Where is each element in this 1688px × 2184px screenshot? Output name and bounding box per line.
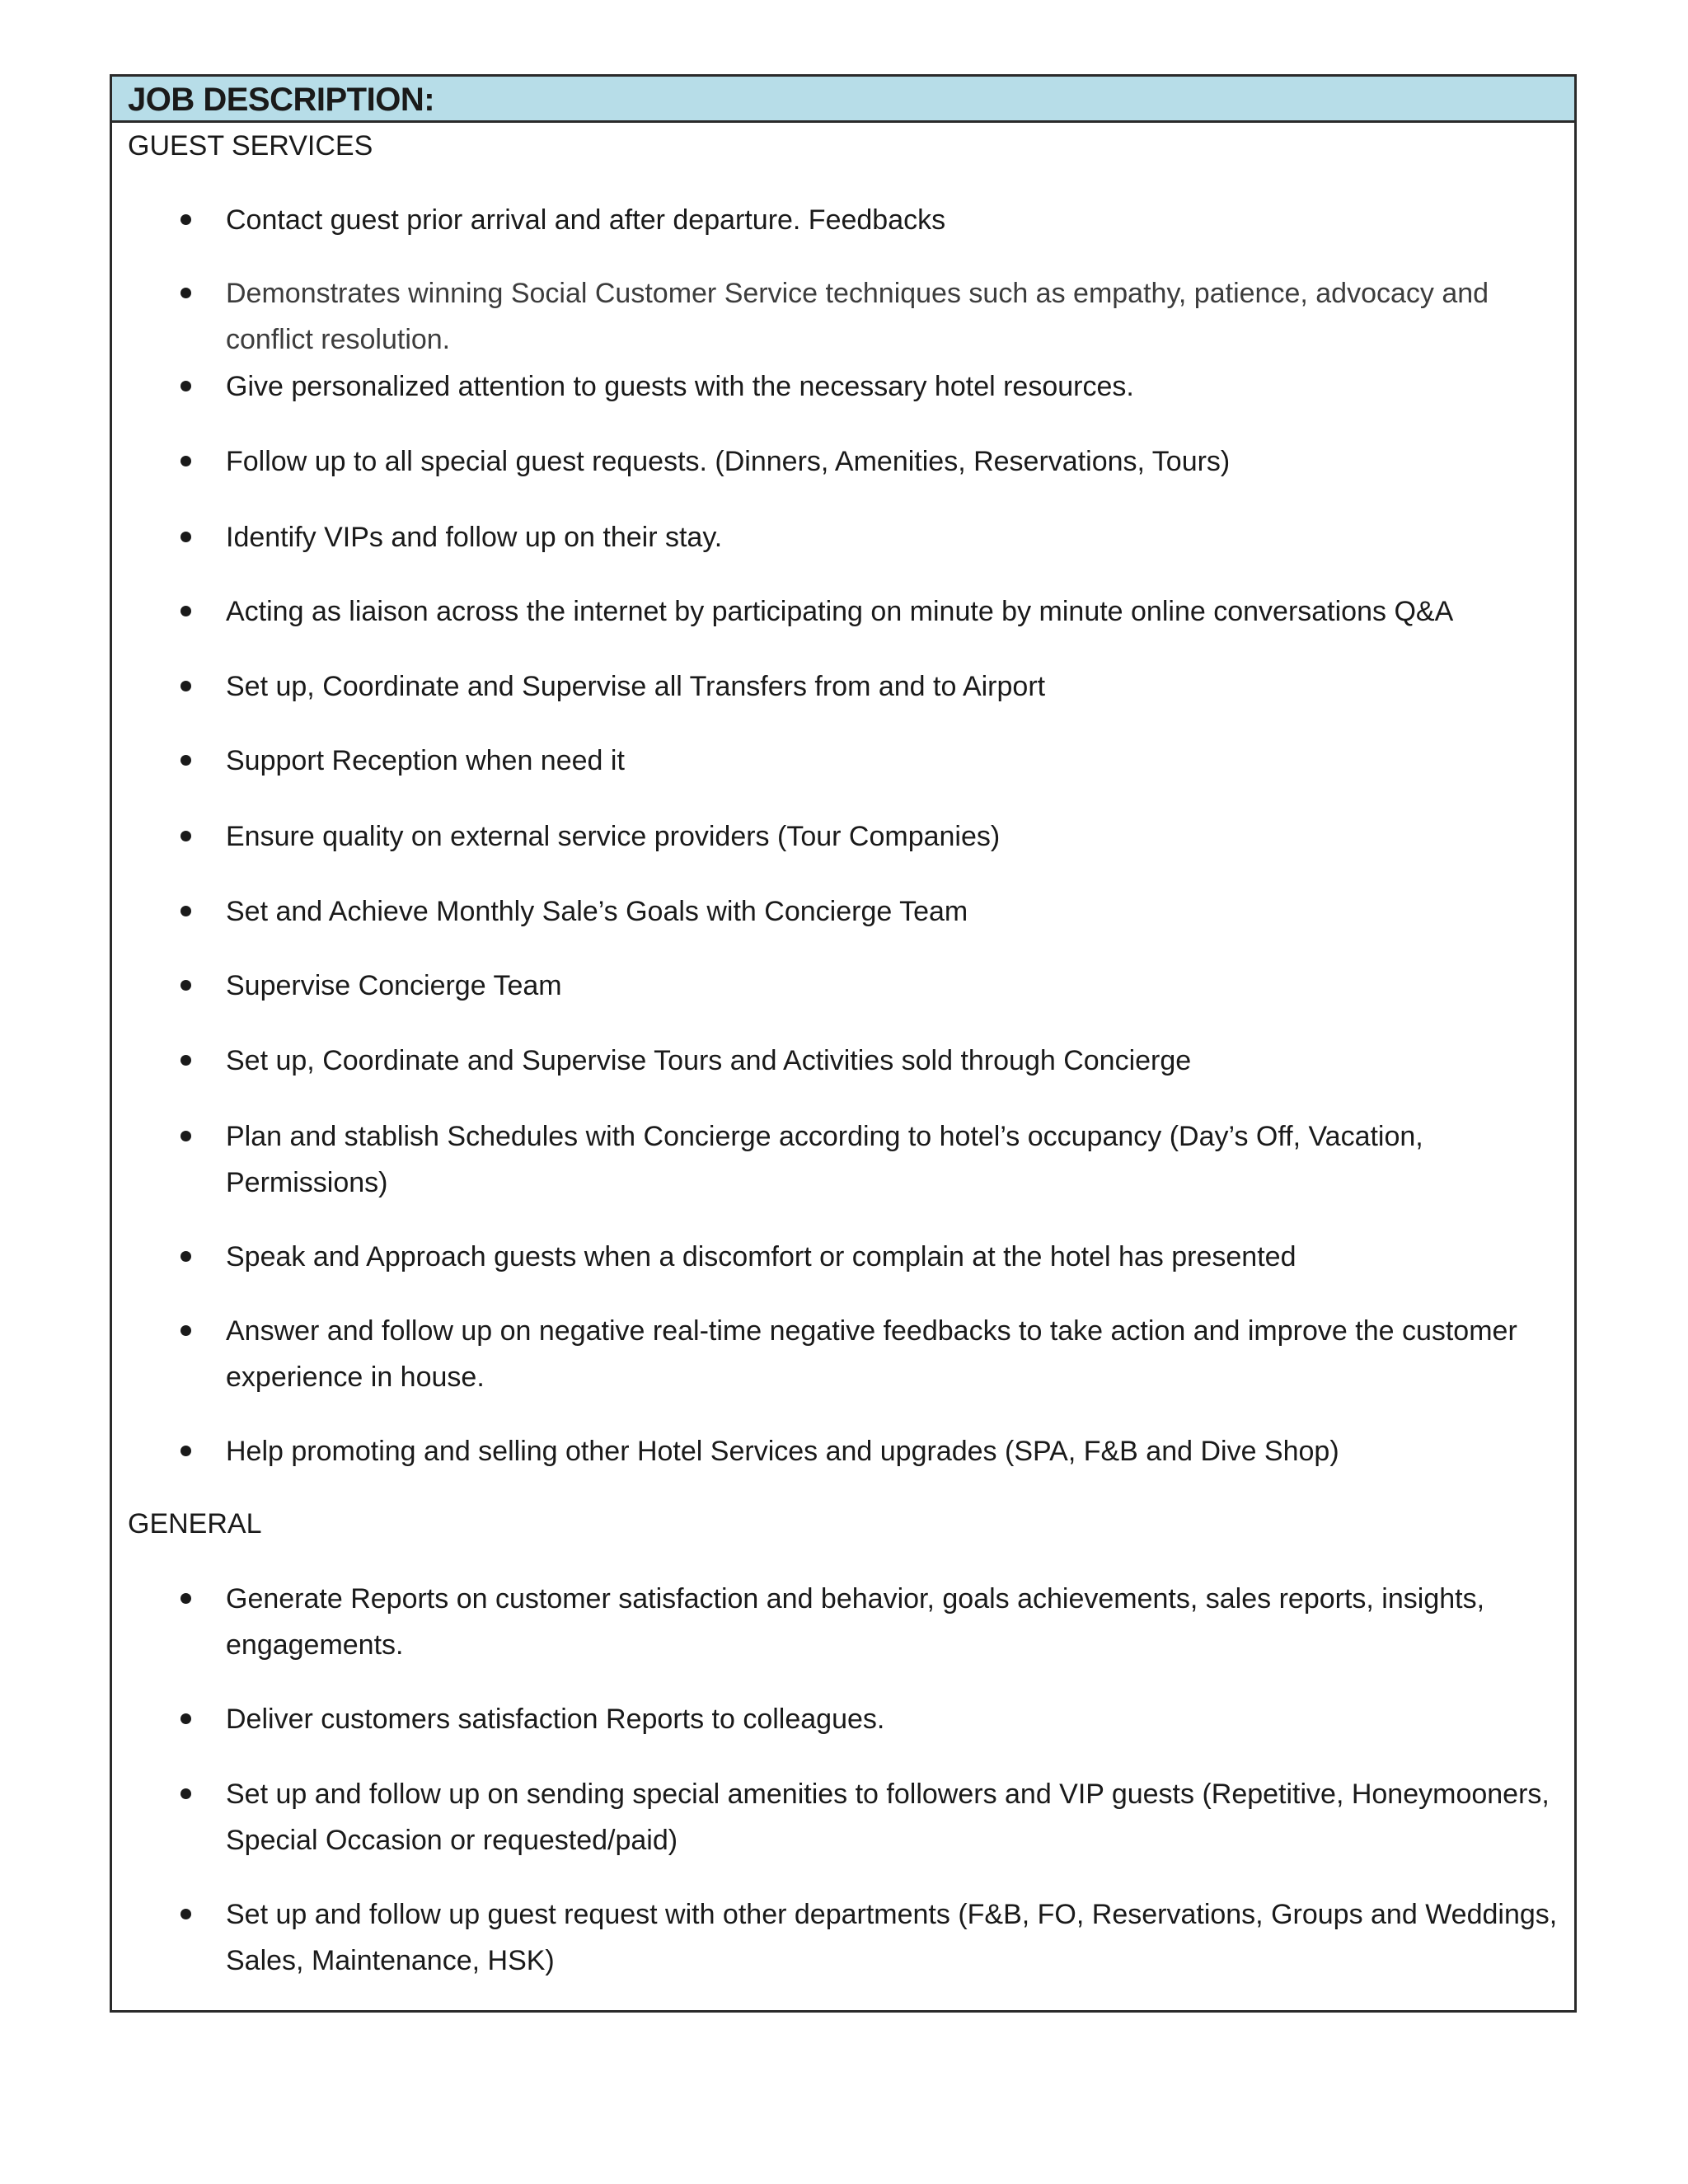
list-item-text: Plan and stablish Schedules with Concierge according to hotel’s occupancy (Day’s Off, Vacation, Permissions) — [226, 1121, 1423, 1198]
list-item-text: Deliver customers satisfaction Reports to colleagues. — [226, 1704, 885, 1735]
bullet-icon — [181, 1131, 191, 1141]
list-item-text: Ensure quality on external service providers (Tour Companies) — [226, 821, 1001, 852]
list-item-text: Help promoting and selling other Hotel Services and upgrades (SPA, F&B and Dive Shop) — [226, 1436, 1339, 1467]
section-title-guest-services: GUEST SERVICES — [128, 130, 373, 162]
bullet-icon — [181, 1446, 191, 1456]
list-item-text: Set up, Coordinate and Supervise all Transfers from and to Airport — [226, 671, 1046, 702]
list-item-text: Answer and follow up on negative real-time negative feedbacks to take action and improve the customer experience in house. — [226, 1315, 1517, 1393]
bullet-icon — [181, 1251, 191, 1262]
bullet-icon — [181, 681, 191, 691]
list-item-text: Set up and follow up on sending special amenities to followers and VIP guests (Repetitive, Honeymooners, Special Occasion or requested/paid) — [226, 1779, 1550, 1856]
header-bar — [112, 77, 1574, 123]
list-item-text: Set up and follow up guest request with other departments (F&B, FO, Reservations, Groups and Weddings, Sales, Maintenance, HSK) — [226, 1899, 1558, 1976]
bullet-icon — [181, 1713, 191, 1724]
bullet-icon — [181, 1593, 191, 1604]
list-item-text: Supervise Concierge Team — [226, 970, 562, 1001]
bullet-icon — [181, 288, 191, 298]
list-item-text: Speak and Approach guests when a discomfort or complain at the hotel has presented — [226, 1241, 1296, 1272]
bullet-icon — [181, 1325, 191, 1336]
job-description-box — [110, 74, 1577, 2013]
bullet-icon — [181, 456, 191, 466]
list-item-text: Acting as liaison across the internet by participating on minute by minute online conversations Q&A — [226, 596, 1454, 627]
bullet-icon — [181, 1788, 191, 1799]
section-title-general: GENERAL — [128, 1508, 262, 1540]
bullet-icon — [181, 1055, 191, 1066]
page-title: JOB DESCRIPTION: — [128, 82, 435, 118]
bullet-icon — [181, 381, 191, 391]
bullet-icon — [181, 1909, 191, 1919]
list-item-text: Follow up to all special guest requests. (Dinners, Amenities, Reservations, Tours) — [226, 446, 1231, 477]
list-item-text: Set up, Coordinate and Supervise Tours and Activities sold through Concierge — [226, 1045, 1192, 1076]
list-item-text: Give personalized attention to guests with the necessary hotel resources. — [226, 371, 1134, 402]
list-item-text: Identify VIPs and follow up on their stay. — [226, 522, 723, 553]
list-item-text: Support Reception when need it — [226, 745, 625, 776]
bullet-icon — [181, 980, 191, 991]
bullet-icon — [181, 532, 191, 542]
bullet-icon — [181, 214, 191, 225]
bullet-icon — [181, 906, 191, 916]
list-item-text: Contact guest prior arrival and after departure. Feedbacks — [226, 204, 946, 236]
list-item-text: Set and Achieve Monthly Sale’s Goals with Concierge Team — [226, 896, 968, 927]
list-item-text: Generate Reports on customer satisfaction and behavior, goals achievements, sales reports, insights, engagements. — [226, 1583, 1485, 1661]
list-item-text: Demonstrates winning Social Customer Service techniques such as empathy, patience, advocacy and conflict resolution. — [226, 278, 1489, 355]
bullet-icon — [181, 755, 191, 766]
bullet-icon — [181, 831, 191, 841]
bullet-icon — [181, 606, 191, 616]
